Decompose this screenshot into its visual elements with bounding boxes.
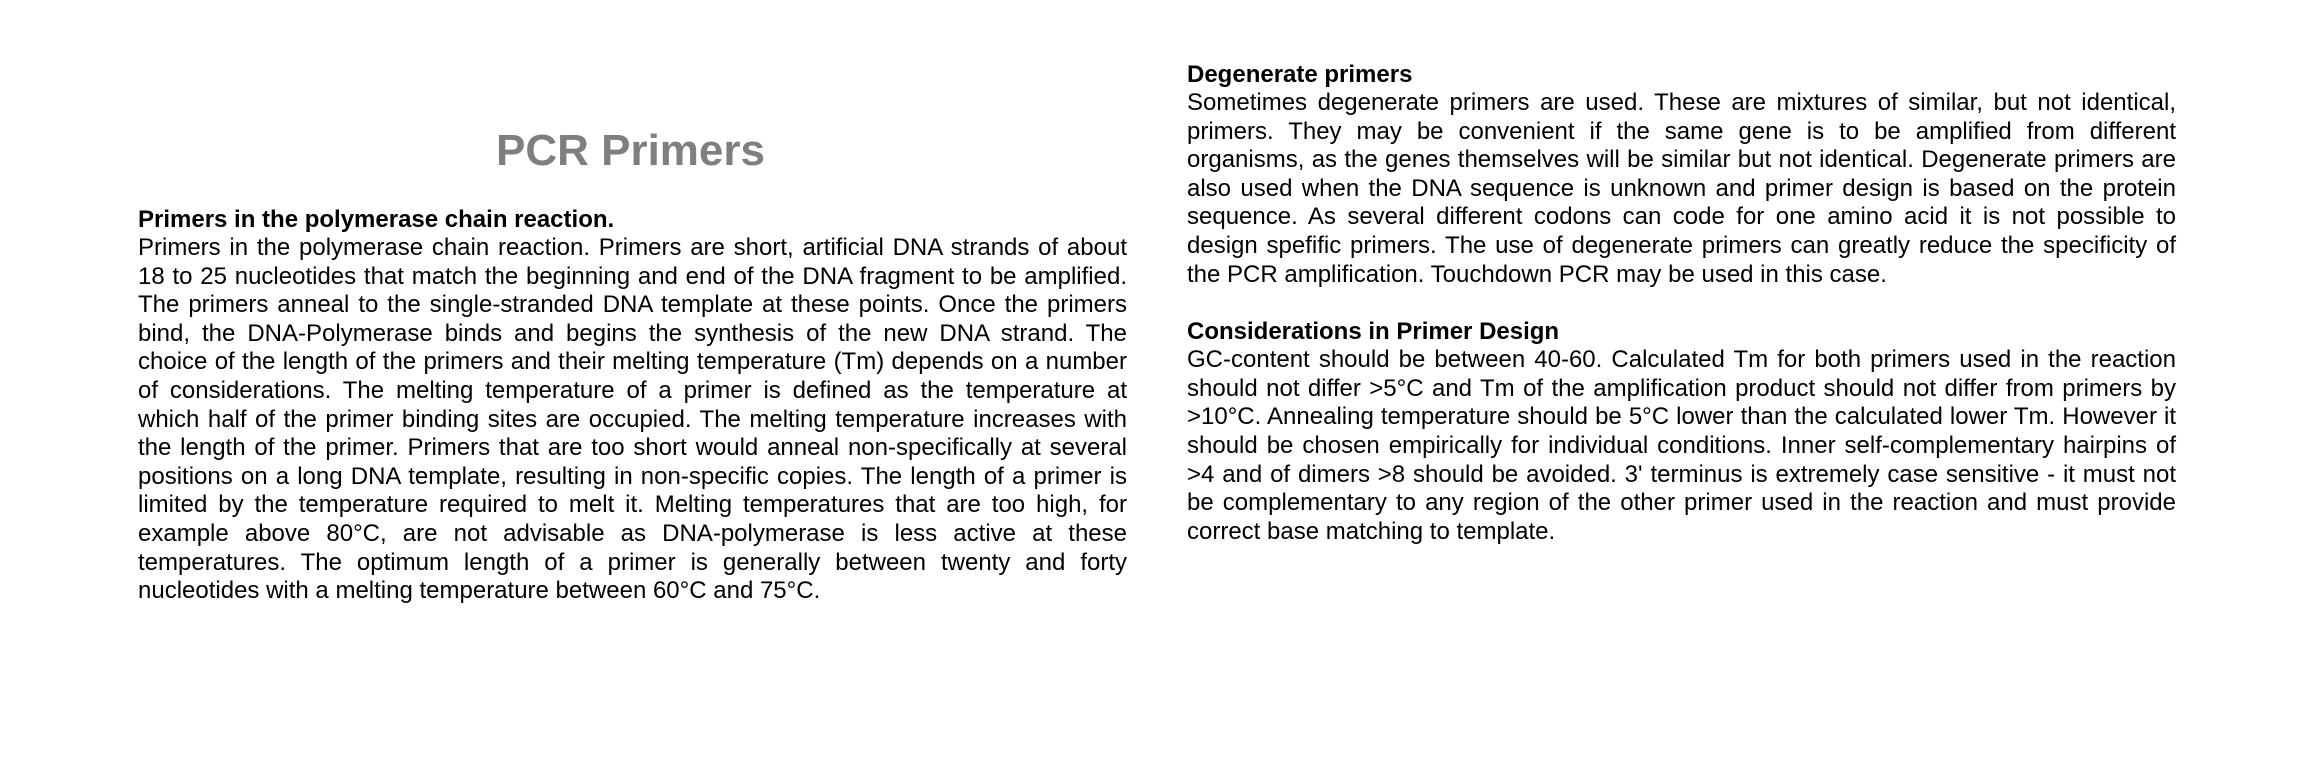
section-body: Sometimes degenerate primers are used. These are mixtures of similar, but not identical, primers. They may be convenient if the same gene is to be amplified from different organisms, as the genes themselves will be similar but not identical. Degenerate primers are also used when the DNA sequence is unknown and primer design is based on the protein sequence. As several different codons can code for one amino acid it is not possible to design spefific primers. The use of degenerate primers can greatly reduce the specificity of the PCR amplification. Touchdown PCR may be used in this case. xyxy=(1187,89,2176,288)
section-heading: Degenerate primers xyxy=(1187,61,1413,88)
right-column xyxy=(1187,60,2176,546)
section-body: Primers in the polymerase chain reaction. Primers are short, artificial DNA strands of about 18 to 25 nucleotides that match the beginning and end of the DNA fragment to be amplified. The primers anneal to the single-stranded DNA template at these points. Once the primers bind, the DNA-Polymerase binds and begins the synthesis of the new DNA strand. The choice of the length of the primers and their melting temperature (Tm) depends on a number of considerations. The melting temperature of a primer is defined as the temperature at which half of the primer binding sites are occupied. The melting temperature increases with the length of the primer. Primers that are too short would anneal non-specifically at several positions on a long DNA template, resulting in non-specific copies. The length of a primer is limited by the temperature required to melt it. Melting temperatures that are too high, for example above 80°C, are not advisable as DNA-polymerase is less active at these temperatures. The optimum length of a primer is generally between twenty and forty nucleotides with a melting temperature between 60°C and 75°C. xyxy=(138,234,1127,605)
left-column xyxy=(138,205,1127,606)
section-degenerate-primers xyxy=(1187,60,2176,289)
page-title: PCR Primers xyxy=(495,126,765,176)
section-heading: Considerations in Primer Design xyxy=(1187,318,1560,346)
section-body: GC-content should be between 40-60. Calculated Tm for both primers used in the reaction should not differ >5°C and Tm of the amplification product should not differ from primers by >10°C. Annealing temperature should be 5°C lower than the calculated lower Tm. However it should be chosen empirically for individual conditions. Inner self-complementary hairpins of >4 and of dimers >8 should be avoided. 3' terminus is extremely case sensitive - it must not be complementary to any region of the other primer used in the reaction and must provide correct base matching to template. xyxy=(1187,346,2176,545)
section-heading: Primers in the polymerase chain reaction. xyxy=(138,206,615,233)
section-considerations-in-primer-design xyxy=(1187,317,2176,546)
section-primers-in-pcr xyxy=(138,205,1127,606)
